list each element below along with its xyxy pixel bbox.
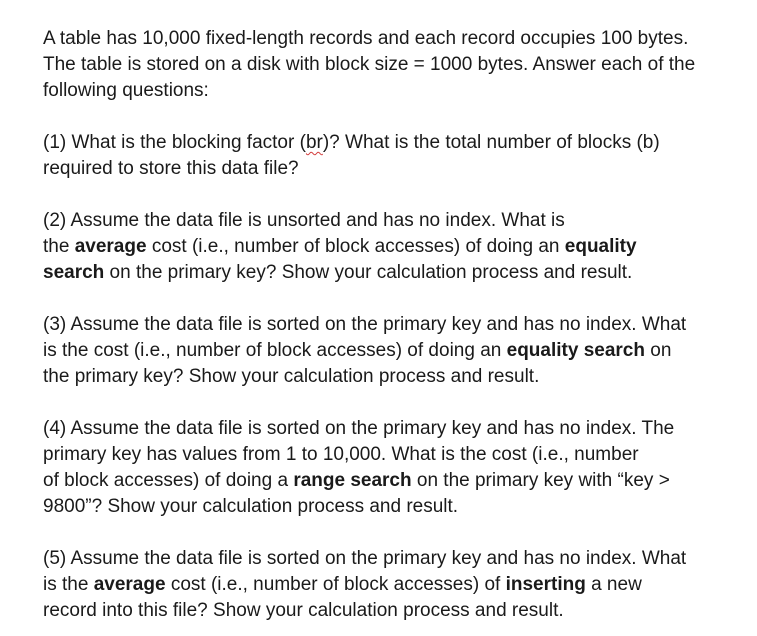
q3-text: on [644,340,672,361]
q2-emphasis: equality [564,236,637,257]
question-5 [43,546,743,624]
intro-line: following questions: [43,80,209,101]
question-4 [43,416,743,520]
q5-text: a new [585,574,642,595]
q3-emphasis: equality search [506,340,645,361]
q2-text: on the primary key? Show your calculation process and result. [104,262,633,283]
q4-emphasis: range search [293,470,412,491]
q3-text: is the cost (i.e., number of block accesses) of doing an [43,340,507,361]
q1-text: (1) What is the blocking factor ( [43,132,306,153]
spellcheck-flagged-term: br [305,132,323,153]
q3-text: (3) Assume the data file is sorted on the primary key and has no index. What [43,314,687,335]
q4-text: (4) Assume the data file is sorted on the primary key and has no index. The [43,418,675,439]
q1-text: )? What is the total number of blocks (b) [322,132,660,153]
intro-line: A table has 10,000 fixed-length records and each record occupies 100 bytes. [43,28,689,49]
q5-emphasis: average [93,574,166,595]
document-body [43,26,743,624]
q5-emphasis: inserting [505,574,586,595]
q5-text: cost (i.e., number of block accesses) of [165,574,506,595]
q5-text: is the [43,574,94,595]
q5-text: (5) Assume the data file is sorted on the primary key and has no index. What [43,548,687,569]
intro-paragraph [43,26,743,104]
q3-text: the primary key? Show your calculation process and result. [43,366,540,387]
question-1 [43,130,743,182]
q4-text: on the primary key with “key > [411,470,670,491]
q5-text: record into this file? Show your calculation process and result. [43,600,564,621]
q4-text: primary key has values from 1 to 10,000. What is the cost (i.e., number [43,444,639,465]
q2-text: cost (i.e., number of block accesses) of doing an [146,236,565,257]
q1-text: required to store this data file? [43,158,299,179]
question-2 [43,208,743,286]
q2-emphasis: average [74,236,147,257]
intro-line: The table is stored on a disk with block size = 1000 bytes. Answer each of the [43,54,696,75]
q4-text: 9800”? Show your calculation process and result. [43,496,459,517]
q4-text: of block accesses) of doing a [43,470,294,491]
question-3 [43,312,743,390]
q2-emphasis: search [43,262,105,283]
q2-text: (2) Assume the data file is unsorted and has no index. What is [43,210,565,231]
q2-text: the [43,236,75,257]
